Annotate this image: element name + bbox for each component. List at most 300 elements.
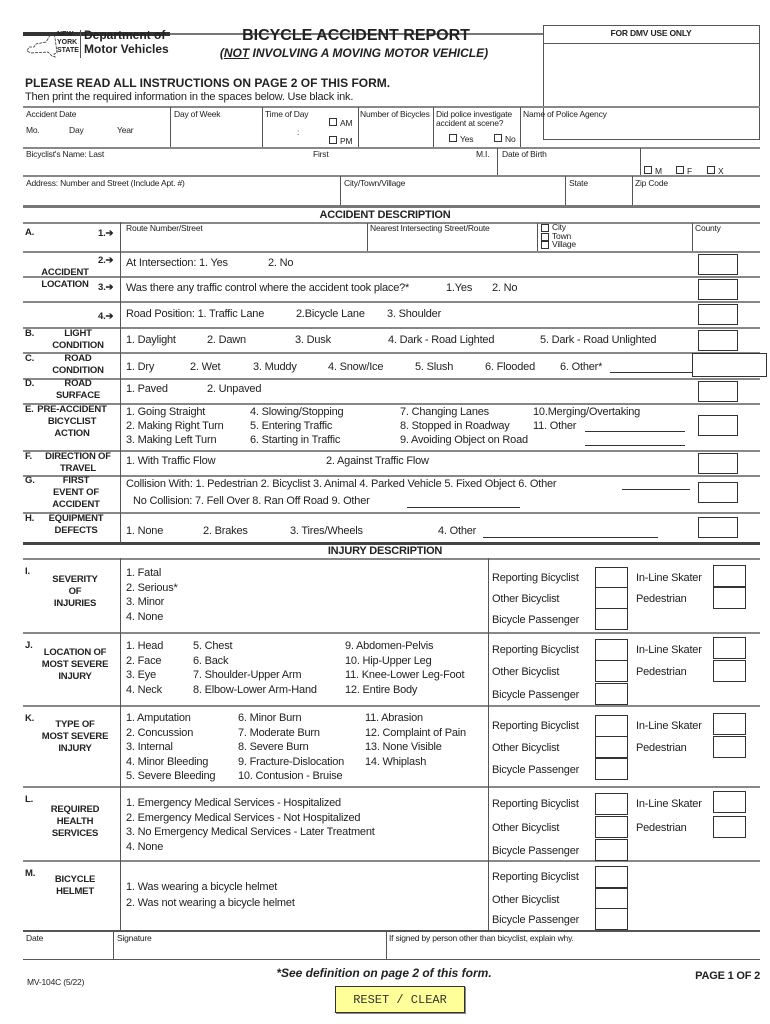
- type-option: 14. Whiplash: [365, 755, 427, 768]
- location-pedestrian-box[interactable]: [713, 660, 746, 682]
- accident-date-input[interactable]: [25, 120, 168, 146]
- subtitle-rest: INVOLVING A MOVING MOTOR VEHICLE): [249, 46, 489, 60]
- helmet-bicycle-passenger-label: Bicycle Passenger: [492, 914, 580, 926]
- type-other-bicyclist-box[interactable]: [595, 736, 628, 758]
- location-option: 6. Back: [193, 654, 229, 667]
- bicyclist-action-option-6: 6. Starting in Traffic: [250, 434, 341, 446]
- bicyclist-action-option-8: 8. Stopped in Roadway: [400, 420, 510, 432]
- at-intersection-option-2: 2. No: [268, 257, 294, 269]
- light-condition-answer-box[interactable]: [698, 330, 738, 351]
- location-label-2: MOST SEVERE: [41, 659, 109, 670]
- equipment-defects-label-1: EQUIPMENT: [48, 513, 104, 524]
- police-agency-input[interactable]: [522, 120, 758, 146]
- label-village: Village: [552, 239, 576, 249]
- helmet-bicycle-passenger-box[interactable]: [595, 908, 628, 930]
- first-event-label-3: ACCIDENT: [52, 499, 100, 510]
- signature-label: Signature: [117, 933, 152, 943]
- traffic-control-option-3: 2. No: [492, 282, 518, 294]
- divider: [170, 107, 171, 147]
- type-pedestrian-label: Pedestrian: [636, 742, 687, 754]
- helmet-letter: M.: [25, 868, 36, 879]
- road-position-option-3: 3. Shoulder: [387, 308, 442, 320]
- light-condition-label-2: CONDITION: [52, 340, 104, 351]
- road-surface-label-2: SURFACE: [56, 390, 100, 401]
- helmet-option: 1. Was wearing a bicycle helmet: [126, 881, 278, 893]
- light-condition-label-1: LIGHT: [64, 328, 92, 339]
- direction-of-travel-letter: F.: [25, 451, 32, 462]
- bicyclist-action-option-7: 7. Changing Lanes: [400, 406, 489, 418]
- location-label-1: LOCATION OF: [43, 647, 107, 658]
- date-label: Date: [26, 933, 44, 943]
- severity-label-1: SEVERITY: [52, 574, 98, 585]
- item-4-marker: 4.➔: [98, 311, 114, 322]
- severity-pedestrian-box[interactable]: [713, 587, 746, 609]
- divider: [367, 223, 368, 251]
- direction-of-travel-label-2: TRAVEL: [59, 463, 97, 474]
- health-services-option: 2. Emergency Medical Services - Not Hospitalized: [126, 811, 361, 824]
- health-services-label-2: HEALTH: [56, 816, 94, 827]
- light-condition-option-2: 2. Dawn: [207, 334, 246, 346]
- severity-bicycle-passenger-label: Bicycle Passenger: [492, 614, 580, 626]
- location-option: 2. Face: [126, 654, 162, 667]
- address-input[interactable]: [25, 190, 338, 204]
- road-surface-option-1: 1. Paved: [126, 383, 168, 395]
- location-inline-skater-box[interactable]: [713, 637, 746, 659]
- health-services-inline-skater-label: In-Line Skater: [636, 798, 702, 810]
- divider: [497, 148, 498, 175]
- bicyclist-action-other-line[interactable]: [585, 431, 685, 432]
- state-input[interactable]: [567, 190, 630, 204]
- divider: [543, 43, 760, 44]
- date-input[interactable]: [24, 945, 111, 958]
- no-label: No: [505, 134, 516, 144]
- divider: [23, 705, 760, 707]
- location-option: 10. Hip-Upper Leg: [345, 654, 432, 667]
- health-services-bicycle-passenger-label: Bicycle Passenger: [492, 845, 580, 857]
- equipment-defects-option-4: 4. Other: [438, 525, 477, 537]
- severity-bicycle-passenger-box[interactable]: [595, 608, 628, 630]
- bicyclist-action-option-2: 2. Making Right Turn: [126, 420, 224, 432]
- label-city: City: [552, 222, 566, 232]
- police-investigate-label-2: accident at scene?: [436, 118, 504, 128]
- traffic-control-option-2: 1.Yes: [446, 282, 473, 294]
- health-services-reporting-bicyclist-box[interactable]: [595, 793, 628, 815]
- divider: [262, 107, 263, 147]
- health-services-inline-skater-box[interactable]: [713, 791, 746, 813]
- day-of-week-input[interactable]: [172, 120, 260, 146]
- road-surface-option-2: 2. Unpaved: [207, 383, 262, 395]
- instructions-text: Then print the required information in the spaces below. Use black ink.: [25, 91, 354, 103]
- sex-f-checkbox[interactable]: [676, 166, 684, 174]
- injury-description-heading: INJURY DESCRIPTION: [327, 545, 443, 557]
- am-checkbox[interactable]: [329, 118, 337, 126]
- checkbox-town[interactable]: [541, 233, 549, 241]
- severity-option: 4. None: [126, 610, 164, 623]
- location-option: 8. Elbow-Lower Arm-Hand: [193, 683, 317, 696]
- type-inline-skater-box[interactable]: [713, 713, 746, 735]
- severity-inline-skater-label: In-Line Skater: [636, 572, 702, 584]
- county-label: County: [695, 223, 721, 233]
- equipment-defects-option-3: 3. Tires/Wheels: [290, 525, 363, 537]
- divider: [23, 786, 760, 788]
- equipment-defects-option-1: 1. None: [126, 525, 164, 537]
- type-bicycle-passenger-box[interactable]: [595, 758, 628, 780]
- helmet-label-2: HELMET: [56, 886, 94, 897]
- type-option: 4. Minor Bleeding: [126, 755, 209, 768]
- type-letter: K.: [25, 713, 35, 724]
- divider: [23, 205, 760, 208]
- divider: [23, 175, 760, 177]
- divider: [23, 251, 760, 253]
- location-option: 1. Head: [126, 640, 164, 652]
- bicyclist-last-name-label: Bicyclist's Name: Last: [26, 149, 104, 159]
- divider: [23, 327, 760, 329]
- first-event-collision-options: Collision With: 1. Pedestrian 2. Bicyclist 3. Animal 4. Parked Vehicle 5. Fixed Object 6. Other: [126, 478, 557, 490]
- page-number: PAGE 1 OF 2: [695, 970, 760, 982]
- divider: [23, 860, 760, 862]
- first-event-no-collision-options: No Collision: 7. Fell Over 8. Ran Off Road 9. Other: [133, 495, 370, 507]
- divider: [23, 632, 760, 634]
- light-condition-option-1: 1. Daylight: [126, 334, 176, 346]
- divider: [23, 352, 760, 354]
- first-event-no-collision-other-line[interactable]: [407, 507, 520, 508]
- bicyclist-action-other-line-2[interactable]: [585, 445, 685, 446]
- month-label: Mo.: [26, 125, 40, 135]
- road-position-option-1: Road Position: 1. Traffic Lane: [126, 308, 265, 320]
- bicyclist-action-option-1: 1. Going Straight: [126, 406, 206, 418]
- pre-accident-action-letter: E.: [25, 404, 34, 415]
- location-bicycle-passenger-box[interactable]: [595, 683, 628, 705]
- accident-location-label-1: ACCIDENT: [41, 267, 89, 278]
- first-event-other-line[interactable]: [622, 489, 690, 490]
- bicyclist-action-option-10: 10.Merging/Overtaking: [533, 406, 641, 418]
- type-other-bicyclist-label: Other Bicyclist: [492, 742, 560, 754]
- equipment-defects-answer-box[interactable]: [698, 517, 738, 538]
- location-option: 9. Abdomen-Pelvis: [345, 640, 434, 652]
- accident-location-label-2: LOCATION: [41, 279, 89, 290]
- divider: [23, 403, 760, 405]
- type-option: 9. Fracture-Dislocation: [238, 755, 345, 768]
- pre-accident-action-label-1: PRE-ACCIDENT: [37, 404, 107, 415]
- type-pedestrian-box[interactable]: [713, 736, 746, 758]
- direction-of-travel-option-2: 2. Against Traffic Flow: [326, 455, 429, 467]
- light-condition-option-5: 5. Dark - Road Unlighted: [540, 334, 657, 346]
- road-condition-answer-box[interactable]: [692, 353, 767, 377]
- item-1-marker: 1.➔: [98, 228, 114, 239]
- divider: [386, 931, 387, 960]
- divider: [120, 222, 121, 543]
- road-condition-option-4: 4. Snow/Ice: [328, 361, 384, 373]
- helmet-label-1: BICYCLE: [54, 874, 96, 885]
- time-of-day-input[interactable]: [264, 120, 323, 146]
- location-label-3: INJURY: [58, 671, 92, 682]
- location-option: 4. Neck: [126, 683, 162, 696]
- divider: [23, 147, 760, 149]
- bicyclist-action-option-11: 11. Other: [533, 420, 577, 432]
- pre-accident-action-label-2: BICYCLIST: [47, 416, 97, 427]
- at-intersection-option-1: At Intersection: 1. Yes: [126, 257, 228, 269]
- type-bicycle-passenger-label: Bicycle Passenger: [492, 764, 580, 776]
- divider: [23, 450, 760, 452]
- road-condition-letter: C.: [25, 353, 35, 364]
- city-input[interactable]: [342, 190, 563, 204]
- equipment-defects-letter: H.: [25, 513, 35, 524]
- divider: [433, 107, 434, 147]
- signature-input[interactable]: [115, 945, 384, 958]
- location-option: 3. Eye: [126, 669, 156, 681]
- severity-option: 2. Serious*: [126, 581, 178, 594]
- road-position-answer-box[interactable]: [698, 304, 738, 325]
- severity-option: 3. Minor: [126, 596, 165, 608]
- road-surface-label-1: ROAD: [64, 378, 92, 389]
- direction-of-travel-label-1: DIRECTION OF: [45, 451, 111, 462]
- helmet-option: 2. Was not wearing a bicycle helmet: [126, 897, 295, 909]
- middle-initial-input[interactable]: [472, 160, 495, 174]
- sex-m-label: M: [655, 166, 662, 176]
- address-label: Address: Number and Street (Include Apt. #): [26, 178, 185, 188]
- state-label: State: [569, 178, 588, 188]
- health-services-bicycle-passenger-box[interactable]: [595, 839, 628, 861]
- type-option: 10. Contusion - Bruise: [238, 770, 343, 782]
- location-option: 12. Entire Body: [345, 683, 418, 696]
- severity-reporting-bicyclist-box[interactable]: [595, 567, 628, 589]
- subtitle-open: (: [219, 46, 224, 60]
- checkbox-village[interactable]: [541, 241, 549, 249]
- health-services-other-bicyclist-label: Other Bicyclist: [492, 822, 560, 834]
- location-pedestrian-label: Pedestrian: [636, 666, 687, 678]
- light-condition-letter: B.: [25, 328, 35, 339]
- bicyclist-action-option-5: 5. Entering Traffic: [250, 420, 333, 432]
- police-no-checkbox[interactable]: [494, 134, 502, 142]
- accident-description-heading: ACCIDENT DESCRIPTION: [319, 209, 451, 221]
- type-option: 2. Concussion: [126, 726, 194, 739]
- road-surface-answer-box[interactable]: [698, 381, 738, 402]
- divider: [120, 558, 121, 930]
- sex-x-label: X: [718, 166, 724, 176]
- instructions-heading: PLEASE READ ALL INSTRUCTIONS ON PAGE 2 OF THIS FORM.: [25, 76, 391, 90]
- helmet-reporting-bicyclist-label: Reporting Bicyclist: [492, 871, 579, 883]
- zip-code-input[interactable]: [634, 190, 758, 204]
- pm-checkbox[interactable]: [329, 136, 337, 144]
- day-label: Day: [69, 125, 84, 135]
- yes-label: Yes: [460, 134, 474, 144]
- helmet-reporting-bicyclist-box[interactable]: [595, 866, 628, 888]
- police-investigate-label-1: Did police investigate: [436, 109, 512, 119]
- health-services-pedestrian-label: Pedestrian: [636, 822, 687, 834]
- type-label-2: MOST SEVERE: [41, 731, 109, 742]
- type-option: 1. Amputation: [126, 712, 191, 724]
- health-services-option: 4. None: [126, 840, 164, 853]
- divider: [358, 107, 359, 147]
- form-subtitle: [220, 47, 488, 61]
- divider: [23, 378, 760, 380]
- middle-initial-label: M.I.: [476, 149, 490, 159]
- divider: [23, 558, 760, 560]
- sex-x-checkbox[interactable]: [707, 166, 715, 174]
- number-of-bicycles-input[interactable]: [360, 120, 431, 146]
- number-of-bicycles-label: Number of Bicycles: [360, 109, 430, 119]
- divider: [692, 223, 693, 251]
- first-name-input[interactable]: [312, 160, 468, 174]
- checkbox-city[interactable]: [541, 224, 549, 232]
- severity-letter: I.: [25, 566, 30, 577]
- divider: [80, 30, 81, 58]
- direction-of-travel-option-1: 1. With Traffic Flow: [126, 455, 216, 467]
- bicyclist-action-option-3: 3. Making Left Turn: [126, 434, 217, 446]
- divider: [23, 475, 760, 477]
- traffic-control-answer-box[interactable]: [698, 279, 738, 300]
- road-position-option-2: 2.Bicycle Lane: [296, 308, 365, 320]
- sex-f-label: F: [687, 166, 692, 176]
- road-condition-option-7: 6. Other*: [560, 361, 603, 373]
- type-option: 8. Severe Burn: [238, 741, 309, 753]
- road-condition-label-1: ROAD: [64, 353, 92, 364]
- traffic-control-option-1: Was there any traffic control where the accident took place?*: [126, 282, 410, 294]
- pre-accident-action-label-3: ACTION: [54, 428, 90, 439]
- divider: [23, 106, 760, 108]
- zip-code-label: Zip Code: [635, 178, 668, 188]
- type-inline-skater-label: In-Line Skater: [636, 720, 702, 732]
- road-condition-option-3: 3. Muddy: [253, 361, 297, 373]
- equipment-defects-label-2: DEFECTS: [54, 525, 98, 536]
- type-option: 6. Minor Burn: [238, 712, 302, 724]
- severity-other-bicyclist-label: Other Bicyclist: [492, 593, 560, 605]
- health-services-letter: L.: [25, 794, 34, 805]
- location-other-bicyclist-label: Other Bicyclist: [492, 666, 560, 678]
- county-input[interactable]: [694, 236, 758, 250]
- route-street-label: Route Number/Street: [126, 223, 203, 233]
- location-option: 7. Shoulder-Upper Arm: [193, 669, 302, 681]
- location-inline-skater-label: In-Line Skater: [636, 644, 702, 656]
- last-name-input[interactable]: [25, 160, 308, 174]
- first-event-label-1: FIRST: [62, 475, 90, 486]
- day-of-week-label: Day of Week: [174, 109, 221, 119]
- accident-date-label: Accident Date: [26, 109, 77, 119]
- type-option: 11. Abrasion: [365, 712, 423, 724]
- location-reporting-bicyclist-box[interactable]: [595, 639, 628, 661]
- route-street-input[interactable]: [123, 236, 365, 250]
- am-label: AM: [340, 118, 353, 128]
- health-services-reporting-bicyclist-label: Reporting Bicyclist: [492, 798, 579, 810]
- type-option: 12. Complaint of Pain: [365, 726, 466, 739]
- divider: [340, 176, 341, 205]
- divider: [23, 930, 760, 932]
- location-other-bicyclist-box[interactable]: [595, 660, 628, 682]
- equipment-other-line[interactable]: [483, 537, 658, 538]
- item-3-marker: 3.➔: [98, 282, 114, 293]
- label-town: Town: [552, 230, 572, 241]
- at-intersection-answer-box[interactable]: [698, 254, 738, 275]
- dmv-name-line2: Motor Vehicles: [84, 42, 169, 56]
- divider: [23, 512, 760, 514]
- location-reporting-bicyclist-label: Reporting Bicyclist: [492, 644, 579, 656]
- divider: [23, 959, 760, 960]
- severity-reporting-bicyclist-label: Reporting Bicyclist: [492, 572, 579, 584]
- nearest-intersecting-street-label: Nearest Intersecting Street/Route: [370, 223, 490, 233]
- first-event-answer-box[interactable]: [698, 482, 738, 503]
- divider: [640, 148, 641, 175]
- health-services-other-bicyclist-box[interactable]: [595, 816, 628, 838]
- nearest-street-input[interactable]: [369, 236, 535, 250]
- section-a-letter: A.: [25, 227, 35, 238]
- helmet-other-bicyclist-box[interactable]: [595, 888, 628, 910]
- road-condition-other-line[interactable]: [610, 372, 692, 373]
- divider: [23, 301, 760, 303]
- light-condition-option-3: 3. Dusk: [295, 334, 331, 346]
- definition-note: *See definition on page 2 of this form.: [276, 966, 492, 980]
- first-name-label: First: [313, 149, 329, 159]
- logo-text-state: STATE: [57, 47, 79, 54]
- type-label-3: INJURY: [58, 743, 92, 754]
- reset-clear-button[interactable]: RESET / CLEAR: [335, 986, 465, 1013]
- date-of-birth-input[interactable]: [499, 160, 638, 174]
- divider: [520, 107, 521, 147]
- pm-label: PM: [340, 136, 353, 146]
- first-event-letter: G.: [25, 475, 35, 486]
- dmv-name-line1: Department of: [84, 28, 166, 42]
- type-option: 3. Internal: [126, 741, 173, 753]
- form-title: BICYCLE ACCIDENT REPORT: [242, 27, 470, 44]
- road-condition-label-2: CONDITION: [52, 365, 104, 376]
- health-services-pedestrian-box[interactable]: [713, 816, 746, 838]
- severity-option: 1. Fatal: [126, 567, 162, 579]
- direction-of-travel-answer-box[interactable]: [698, 453, 738, 474]
- first-event-label-2: EVENT OF: [53, 487, 99, 498]
- city-town-village-label: City/Town/Village: [344, 178, 406, 188]
- divider: [113, 931, 114, 960]
- health-services-label-3: SERVICES: [51, 828, 99, 839]
- location-letter: J.: [25, 640, 33, 651]
- divider: [565, 176, 566, 205]
- explain-label: If signed by person other than bicyclist, explain why.: [389, 933, 574, 943]
- type-option: 13. None Visible: [365, 741, 442, 753]
- type-option: 5. Severe Bleeding: [126, 770, 216, 782]
- subtitle-not: NOT: [223, 46, 250, 60]
- police-agency-label: Name of Police Agency: [523, 109, 607, 119]
- road-condition-option-5: 5. Slush: [415, 361, 454, 373]
- divider: [537, 223, 538, 251]
- severity-pedestrian-label: Pedestrian: [636, 593, 687, 605]
- sex-m-checkbox[interactable]: [644, 166, 652, 174]
- road-condition-option-2: 2. Wet: [190, 361, 221, 373]
- divider: [632, 176, 633, 205]
- dmv-use-only-label: FOR DMV USE ONLY: [610, 28, 692, 38]
- time-of-day-label: Time of Day: [265, 109, 309, 119]
- light-condition-option-4: 4. Dark - Road Lighted: [388, 334, 495, 346]
- bicyclist-action-answer-box[interactable]: [698, 415, 738, 436]
- type-label-1: TYPE OF: [55, 719, 95, 730]
- helmet-other-bicyclist-label: Other Bicyclist: [492, 894, 560, 906]
- location-option: 11. Knee-Lower Leg-Foot: [345, 669, 465, 681]
- location-option: 5. Chest: [193, 640, 233, 652]
- health-services-option: 1. Emergency Medical Services - Hospitalized: [126, 797, 341, 809]
- divider: [23, 276, 760, 278]
- health-services-option: 3. No Emergency Medical Services - Later Treatment: [126, 826, 375, 838]
- severity-label-3: INJURIES: [53, 598, 97, 609]
- road-surface-letter: D.: [25, 378, 35, 389]
- police-yes-checkbox[interactable]: [449, 134, 457, 142]
- logo-text-new: NEW: [57, 31, 74, 38]
- severity-inline-skater-box[interactable]: [713, 565, 746, 587]
- bicyclist-action-option-4: 4. Slowing/Stopping: [250, 406, 344, 418]
- type-option: 7. Moderate Burn: [238, 726, 320, 739]
- explain-input[interactable]: [388, 945, 758, 958]
- severity-other-bicyclist-box[interactable]: [595, 587, 628, 609]
- type-reporting-bicyclist-box[interactable]: [595, 715, 628, 737]
- logo-text-york: YORK: [57, 39, 78, 46]
- road-condition-option-1: 1. Dry: [126, 361, 155, 373]
- severity-label-2: OF: [68, 586, 82, 597]
